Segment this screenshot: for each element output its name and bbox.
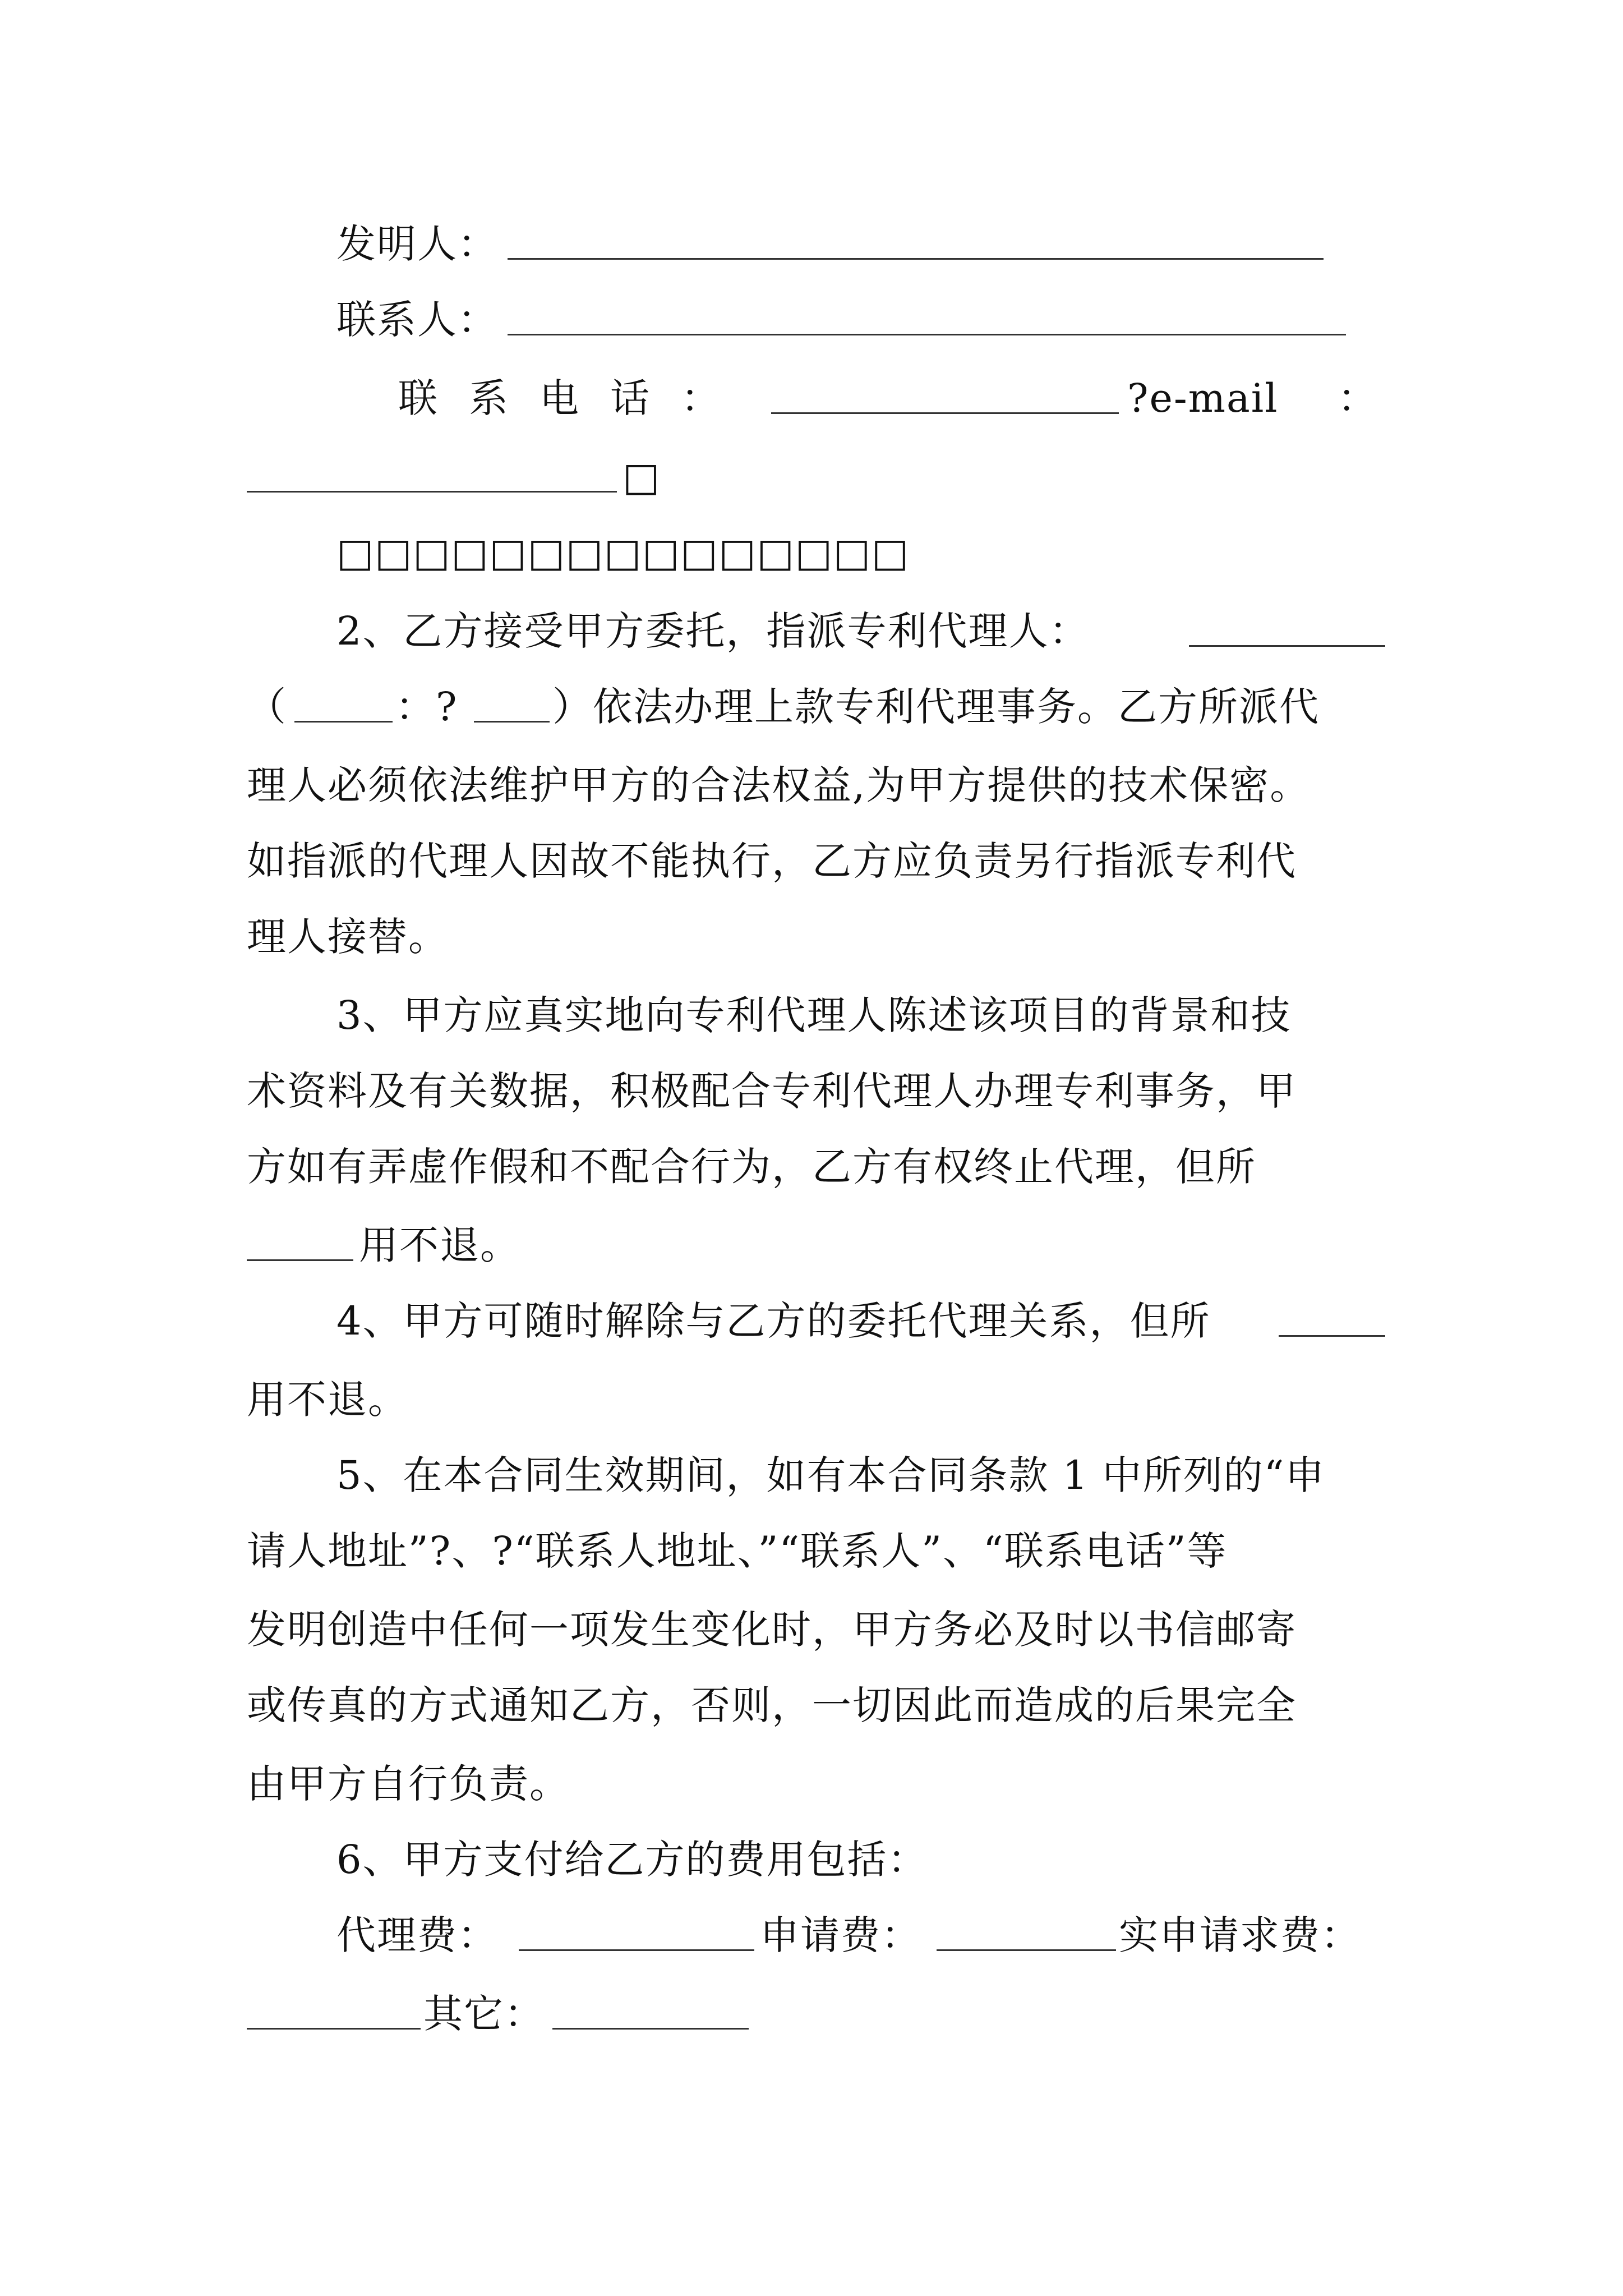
placeholder-box-single: □: [623, 454, 661, 500]
clause5-text5: 由甲方自行负责。: [247, 1761, 570, 1807]
clause4-line1: [0, 1290, 1623, 1352]
clause5-text1: 5、在本合同生效期间，如有本合同条款 1 中所列的“申: [336, 1452, 1326, 1498]
clause2-line3: [0, 754, 1623, 816]
agent-blank-2: [474, 676, 550, 723]
placeholder-box-row: □□□□□□□□□□□□□□□: [336, 530, 910, 576]
clause2-open-paren: （: [247, 684, 287, 730]
phone-email-line: [0, 367, 1623, 429]
clause2-text4: 如指派的代理人因故不能执行，乙方应负责另行指派专利代: [247, 838, 1297, 884]
clause3-line3: [0, 1136, 1623, 1198]
clause4-text1: 4、甲方可随时解除与乙方的委托代理关系，但所: [336, 1298, 1211, 1344]
agency-fee-blank: [519, 1904, 754, 1951]
clause2-text3: 理人必须依法维护甲方的合法权益,为甲方提供的技术保密。: [247, 762, 1311, 808]
agent-blank-1: [294, 676, 393, 723]
inventor-blank: [508, 213, 1324, 260]
other-fee-blank: [552, 1983, 749, 2030]
clause5-text3: 发明创造中任何一项发生变化时，甲方务必及时以书信邮寄: [247, 1607, 1297, 1653]
clause3-text1: 3、甲方应真实地向专利代理人陈述该项目的背景和技: [336, 992, 1292, 1038]
clause5-line2: [0, 1520, 1623, 1582]
contact-blank: [508, 289, 1346, 335]
email-colon: ：: [1338, 375, 1378, 421]
clause6-line1: [0, 1829, 1623, 1890]
inventor-label: 发明人：: [336, 221, 498, 267]
email-blank: [247, 446, 617, 493]
exam-fee-label: 实申请求费：: [1119, 1912, 1361, 1958]
exam-fee-blank: [247, 1983, 421, 2030]
clause3-line4: [0, 1214, 1623, 1276]
phone-label: 联系电话：: [398, 375, 751, 421]
clause2-text5: 理人接替。: [247, 914, 449, 960]
clause2-line2: [0, 676, 1623, 738]
placeholder-box-row-line: [0, 522, 1623, 583]
clause4-text2: 用不退。: [247, 1377, 408, 1423]
clause6-other-line: [0, 1983, 1623, 2045]
clause2-text1: 2、乙方接受甲方委托，指派专利代理人：: [336, 608, 1090, 654]
application-fee-blank: [937, 1904, 1116, 1951]
clause5-line1: [0, 1444, 1623, 1506]
phone-blank: [771, 367, 1119, 414]
clause3-text2: 术资料及有关数据，积极配合专利代理人办理专利事务，甲: [247, 1068, 1297, 1114]
agent-name-blank: [1189, 600, 1385, 647]
clause2-mid: ：?: [395, 684, 458, 730]
clause2-line1: [0, 600, 1623, 662]
application-fee-label: 申请费：: [760, 1912, 921, 1958]
contact-line: [0, 289, 1623, 351]
clause5-line4: [0, 1674, 1623, 1736]
clause2-line4: [0, 830, 1623, 892]
clause3-text3: 方如有弄虚作假和不配合行为，乙方有权终止代理，但所: [247, 1144, 1256, 1190]
clause3-line1: [0, 984, 1623, 1046]
inventor-line: [0, 213, 1623, 275]
clause3-line2: [0, 1060, 1623, 1122]
clause5-text4: 或传真的方式通知乙方，否则，一切因此而造成的后果完全: [247, 1682, 1297, 1728]
clause6-text1: 6、甲方支付给乙方的费用包括：: [336, 1837, 928, 1883]
clause5-text2: 请人地址”?、?“联系人地址、”“联系人”、“联系电话”等: [247, 1528, 1228, 1574]
clause4-fee-blank: [1279, 1290, 1385, 1337]
clause5-line5: [0, 1753, 1623, 1815]
clause6-fees-line: [0, 1904, 1623, 1966]
clause3-fee-blank: [247, 1214, 353, 1261]
contact-label: 联系人：: [336, 297, 498, 343]
clause2-text2: ）依法办理上款专利代理事务。乙方所派代: [552, 684, 1320, 730]
email-blank-line: [0, 446, 1623, 508]
clause5-line3: [0, 1599, 1623, 1660]
other-fee-label: 其它：: [423, 1991, 545, 2037]
clause2-line5: [0, 906, 1623, 968]
email-label: ?e-mail: [1127, 375, 1279, 421]
clause3-text4: 用不退。: [359, 1222, 520, 1268]
agency-fee-label: 代理费：: [336, 1912, 498, 1958]
clause4-line2: [0, 1369, 1623, 1430]
